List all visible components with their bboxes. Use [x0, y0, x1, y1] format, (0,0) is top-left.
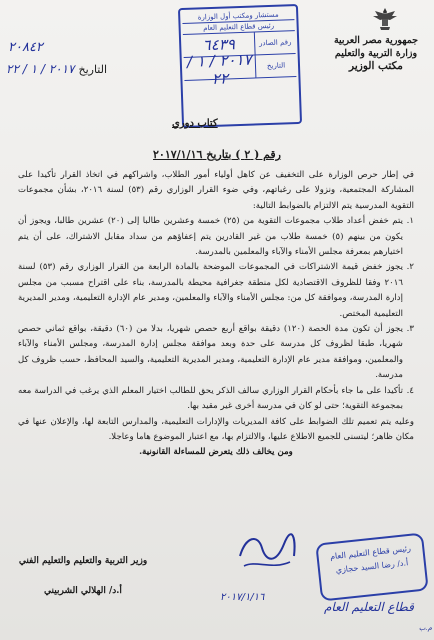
stamp-date-box — [184, 50, 297, 88]
stamp-date-label: التاريخ — [255, 54, 297, 77]
item-text: تأكيدا على ما جاء بأحكام القرار الوزاري سالف الذكر يحق للطالب اختيار المعلم الذي يرغب في الدراسة معه بمجموعة التقوية؛ حتى لو كان في مدرسة أخرى غير مقيد بها. — [18, 385, 403, 412]
item-text: يتم خفض أعداد طلاب مجموعات التقوية من (٢٥) خمسة وعشرين طالبا إلى (٢٠) عشرين طالبا، ويجوز أن يكون من بينهم (٥) خمسة طلاب من غير القادرين يتم إعفاؤهم من سداد مقابل الاشتراك، على أن يتم اختيارهم بمعرفة مجلس الأمناء والآباء والمعلمين بالمدرسة. — [18, 216, 403, 258]
handwritten-signature-icon — [232, 526, 302, 576]
signature-date: ٢٠١٧/١/١٦ — [220, 592, 265, 603]
closing-paragraph: وعليه يتم تعميم تلك الضوابط على كافة المديريات والإدارات التعليمية، والمدارس التابعة لها، والإعلان عنها في مكان ظاهر؛ ليتسنى للجميع الاطلاع عليها، والالتزام بها، مع اعتبار الموضوع هاما وعاجلا. — [18, 416, 414, 442]
country-name: جمهورية مصر العربية — [333, 35, 419, 46]
ministry-name: وزارة التربية والتعليم — [334, 48, 418, 59]
date-value: ٢٠١٧ / ١ / ٢٢ — [6, 62, 75, 76]
stamp-line: مستشار ومكتب أول الوزارة — [182, 9, 294, 24]
ministry-header — [324, 34, 428, 73]
item-number: ١. — [406, 216, 414, 227]
intro-paragraph: في إطار حرص الوزارة على التخفيف عن كاهل أولياء أمور الطلاب، واشراكهم في اتخاذ القرار تأكيدا على المشاركة المجتمعية، ونزولا على رغباتهم، وفي ضوء القرار الوزاري رقم (٥٣) لسنة ٢٠١٦، بشأن مجموعات التقوية المدرسية يتم الالتزام بالضوابط التالية: — [18, 170, 414, 211]
incoming-stamp — [178, 4, 302, 128]
date-header — [6, 62, 107, 76]
sector-stamp — [315, 533, 428, 602]
list-item — [18, 384, 414, 415]
item-number: ٣. — [406, 324, 414, 335]
document-body — [18, 168, 414, 461]
item-number: ٤. — [406, 385, 414, 396]
item-number: ٢. — [406, 262, 414, 273]
office-name: مكتب الوزير — [349, 60, 403, 72]
corner-note: م.ب — [418, 624, 432, 632]
handwritten-note: قطاع التعليم العام — [324, 600, 414, 614]
document-type: كتاب دوري — [172, 118, 218, 129]
list-item — [18, 214, 414, 260]
stamp2-line: أ.د/ رضا السيد حجازي — [335, 558, 409, 575]
eagle-emblem-icon — [370, 6, 400, 32]
signatory-name: أ.د/ الهلالي الشربيني — [44, 586, 122, 596]
list-item — [18, 260, 414, 322]
date-label: التاريخ — [78, 63, 108, 76]
item-text: يجوز خفض قيمة الاشتراكات في المجموعات الموضحة بالمادة الرابعة من القرار الوزاري رقم (٥٣) لسنة ٢٠١٦ وفقا للظروف الاقتصادية لكل منطقة جغرافية محيطة بالمدرسة، بناء على اقتراح مسبب من مجلس إدارة المدرسة، وموافقة كل من: مجلس الأمناء والآباء والمعلمين، ومدير عام الإدارة التعليمية، ومدير المديرية التعليمية المختص. — [18, 262, 403, 319]
list-item — [18, 322, 414, 384]
stamp-number: ٦٤٣٩ — [202, 35, 236, 55]
stamp2-line: رئيس قطاع التعليم العام — [329, 543, 412, 562]
stamp-line: رئيس قطاع التعليم العام — [182, 20, 294, 35]
stamp-number-label: رقم الصادر — [254, 31, 296, 54]
stamp-date: ٢٠١٧ / ١ / ٢٢ — [186, 50, 252, 88]
warning-line: ومن يخالف ذلك يتعرض للمساءلة القانونية. — [139, 447, 293, 458]
item-text: يجوز أن تكون مدة الحصة (١٢٠) دقيقة بواقع أربع حصص شهريا، بدلا من (٦٠) دقيقة، بواقع ثماني حصص شهريا، طبقا لظروف كل مدرسة على حدة وبعد موافقة مجلس إدارة المدرسة، ومجلس الأمناء والآباء والمعلمين، وموافقة مدير عام الإدارة التعليمية، ومدير المديرية التعليمية، والسيد المحافظ، حسب ظروف كل مدرسة. — [18, 324, 403, 381]
reference-number: ٢٠٨٤٢ — [8, 40, 43, 55]
signatory-title: وزير التربية والتعليم والتعليم الفني — [18, 556, 148, 566]
document-number-line: رقم ( ٢ ) بتاريخ ٢٠١٧/١/١٦ — [153, 148, 281, 161]
